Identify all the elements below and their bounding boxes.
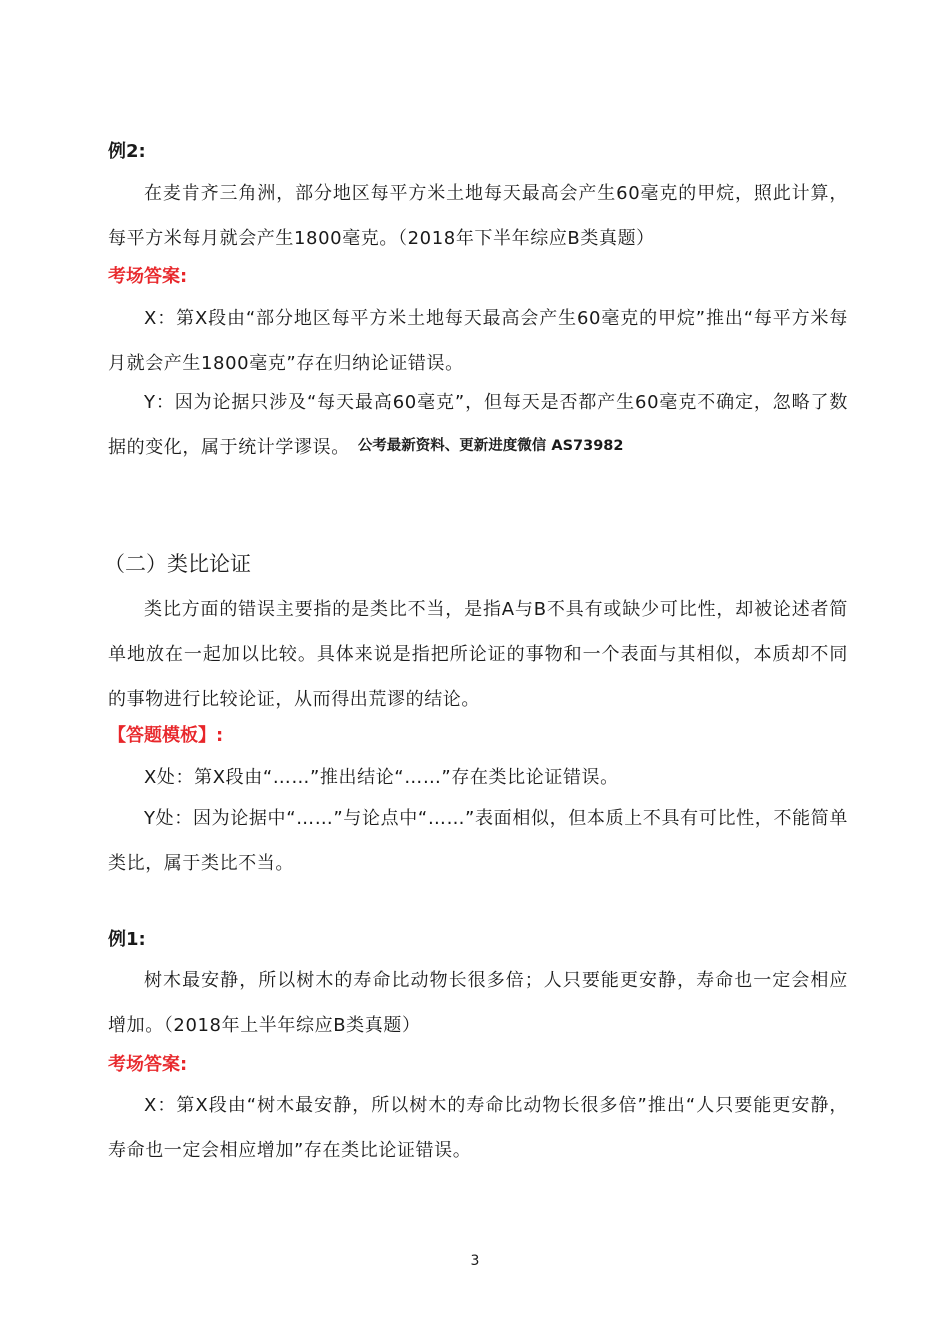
example1-question: 树木最安静，所以树木的寿命比动物长很多倍；人只要能更安静，寿命也一定会相应增加。（2018年上半年综应B类真题） bbox=[108, 970, 848, 1036]
example2-question: 在麦肯齐三角洲，部分地区每平方米土地每天最高会产生60毫克的甲烷，照此计算，每平方米每月就会产生1800毫克。（2018年下半年综应B类真题） bbox=[108, 183, 848, 249]
example1-answer-x: X：第X段由“树木最安静，所以树木的寿命比动物长很多倍”推出“人只要能更安静，寿命也一定会相应增加”存在类比论证错误。 bbox=[108, 1095, 848, 1161]
section-intro: 类比方面的错误主要指的是类比不当，是指A与B不具有或缺少可比性，却被论述者简单地放在一起加以比较。具体来说是指把所论证的事物和一个表面与其相似，本质却不同的事物进行比较论证，从而得出荒谬的结论。 bbox=[108, 599, 848, 710]
template-x: X处：第X段由“……”推出结论“……”存在类比论证错误。 bbox=[144, 767, 619, 788]
template-y: Y处：因为论据中“……”与论点中“……”表面相似，但本质上不具有可比性，不能简单类比，属于类比不当。 bbox=[108, 808, 848, 874]
example2-answer-label: 考场答案: bbox=[108, 266, 188, 287]
example2-answer-y: Y：因为论据只涉及“每天最高60毫克”，但每天是否都产生60毫克不确定，忽略了数据的变化，属于统计学谬误。 bbox=[108, 392, 848, 458]
example2-label: 例2: bbox=[108, 141, 146, 162]
watermark-text: 公考最新资料、更新进度微信 AS73982 bbox=[357, 438, 624, 454]
template-label: 【答题模板】: bbox=[108, 725, 224, 746]
example2-answer-x: X：第X段由“部分地区每平方米土地每天最高会产生60毫克的甲烷”推出“每平方米每月就会产生1800毫克”存在归纳论证错误。 bbox=[108, 308, 848, 374]
example2-answer-y-paragraph bbox=[108, 380, 848, 470]
section-heading: （二）类比论证 bbox=[104, 552, 251, 576]
example1-answer-label: 考场答案: bbox=[108, 1054, 188, 1075]
example1-label: 例1: bbox=[108, 929, 146, 950]
page-number: 3 bbox=[470, 1253, 480, 1269]
